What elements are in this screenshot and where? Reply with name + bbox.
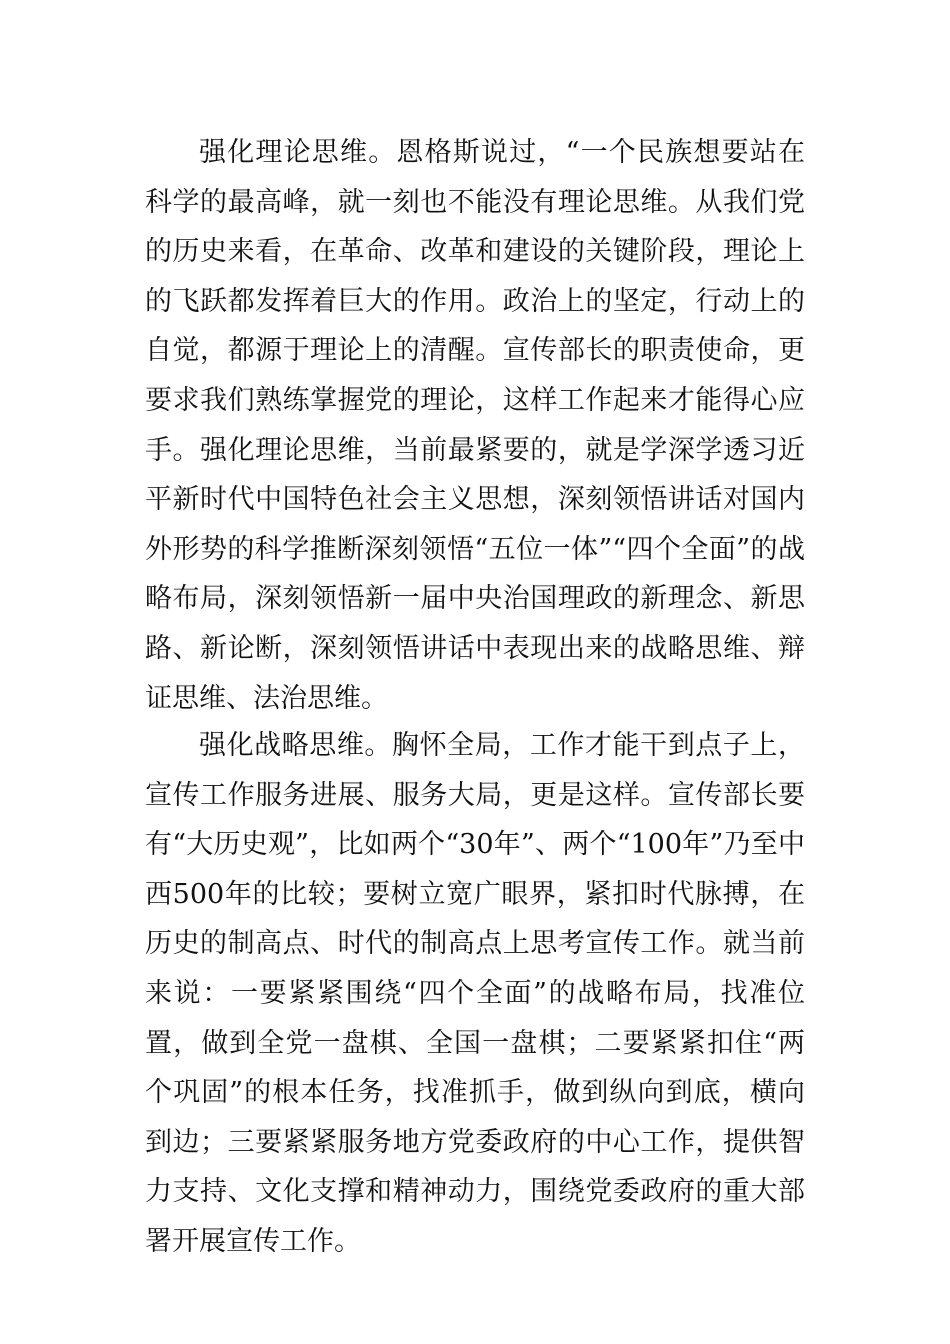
paragraph-strategic-thinking: 强化战略思维。胸怀全局，工作才能干到点子上，宣传工作服务进展、服务大局，更是这样。宣传部长要有“大历史观”，比如两个“30年”、两个“100年”乃至中西500年的比较；要树立宽广眼界，紧扣时代脉搏，在历史的制高点、时代的制高点上思考宣传工作。就当前来说：一要紧紧围绕“四个全面”的战略布局，找准位置，做到全党一盘棋、全国一盘棋；二要紧紧扣住“两个巩固”的根本任务，找准抓手，做到纵向到底，横向到边；三要紧紧服务地方党委政府的中心工作，提供智力支持、文化支撑和精神动力，围绕党委政府的重大部署开展宣传工作。 [145,730,805,1257]
paragraph-theoretical-thinking: 强化理论思维。恩格斯说过，“一个民族想要站在科学的最高峰，就一刻也不能没有理论思维。从我们党的历史来看，在革命、改革和建设的关键阶段，理论上的飞跃都发挥着巨大的作用。政治上的坚定，行动上的自觉，都源于理论上的清醒。宣传部长的职责使命，更要求我们熟练掌握党的理论，这样工作起来才能得心应手。强化理论思维，当前最紧要的，就是学深学透习近平新时代中国特色社会主义思想，深刻领悟讲话对国内外形势的科学推断深刻领悟“五位一体”“四个全面”的战略布局，深刻领悟新一届中央治国理政的新理念、新思路、新论断，深刻领悟讲话中表现出来的战略思维、辩证思维、法治思维。 [145,137,805,714]
